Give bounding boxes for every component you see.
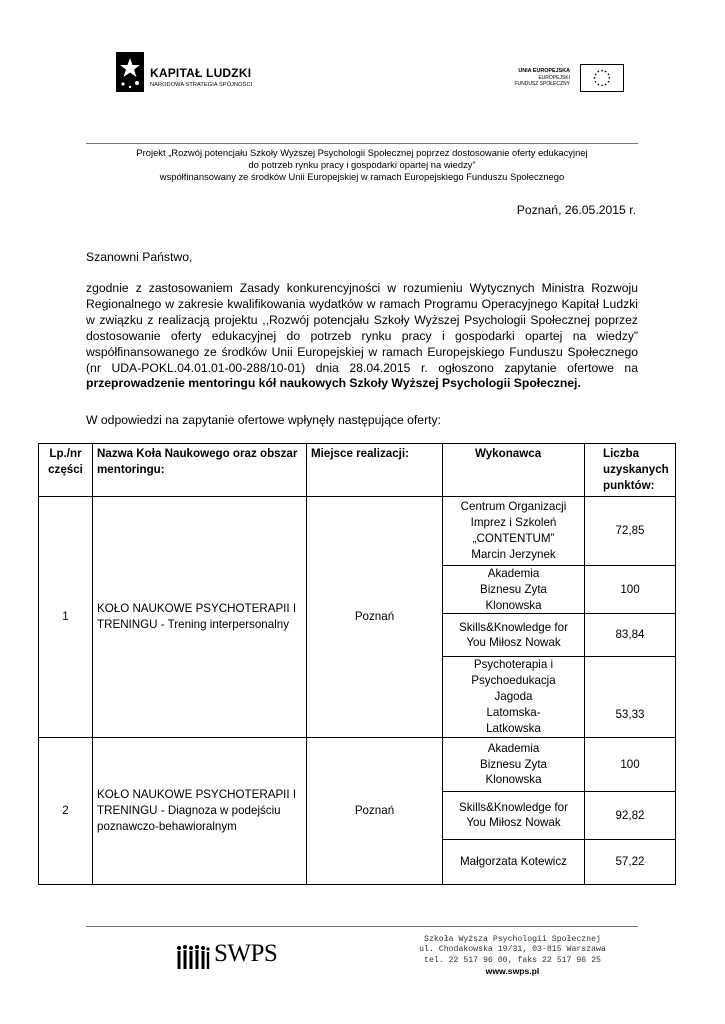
table-header-row <box>39 444 676 497</box>
group2-offer3-contractor: Małgorzata Kotewicz <box>443 839 585 884</box>
letter-body <box>86 281 638 392</box>
group1-offer4-points: 53,33 <box>585 657 676 738</box>
header-name: Nazwa Koła Naukowego oraz obszar mentoringu: <box>93 444 307 497</box>
table-row <box>39 737 676 791</box>
group2-place: Poznań <box>307 737 443 884</box>
eu-logo <box>514 64 626 94</box>
header-points: Liczba uzyskanych punktów: <box>585 444 676 497</box>
greeting: Szanowni Państwo, <box>86 250 193 264</box>
footer-addr-line-2: ul. Chodakowska 19/31, 03-815 Warszawa <box>419 945 606 955</box>
group2-offer3-points: 57,22 <box>585 839 676 884</box>
header-place: Miejsce realizacji: <box>307 444 443 497</box>
kapital-ludzki-title: KAPITAŁ LUDZKI <box>150 66 252 80</box>
group2-offer1-contractor: Akademia Biznesu Zyta Klonowska <box>443 737 585 791</box>
group1-place: Poznań <box>307 496 443 737</box>
eu-line3: FUNDUSZ SPOŁECZNY <box>514 81 570 88</box>
group2-offer2-points: 92,82 <box>585 791 676 839</box>
project-line-3: współfinansowany ze środków Unii Europejskiej w ramach Europejskiego Funduszu Społecznego <box>159 171 565 182</box>
kapital-ludzki-subtitle: NARODOWA STRATEGIA SPÓJNOŚCI <box>150 82 253 88</box>
group1-offer4-contractor: Psychoterapia i Psychoedukacja Jagoda Latomska-Latkowska <box>443 657 585 738</box>
project-line-1: Projekt „Rozwój potencjału Szkoły Wyższej Psychologii Społecznej poprzez dostosowanie oferty edukacyjnej <box>136 147 588 158</box>
header-contractor: Wykonawca <box>443 444 585 497</box>
group1-offer3-contractor: Skills&Knowledge for You Miłosz Nowak <box>443 614 585 657</box>
group1-lp: 1 <box>39 496 93 737</box>
kapital-ludzki-logo <box>116 52 276 94</box>
header-divider <box>86 143 638 144</box>
project-line-2: do potrzeb rynku pracy i gospodarki opartej na wiedzy” <box>248 159 476 170</box>
group1-name: KOŁO NAUKOWE PSYCHOTERAPII I TRENINGU - Trening interpersonalny <box>93 496 307 737</box>
group1-offer2-points: 100 <box>585 565 676 614</box>
group1-offer2-contractor: Akademia Biznesu Zyta Klonowska <box>443 565 585 614</box>
letter-date: Poznań, 26.05.2015 r. <box>516 203 636 217</box>
footer-divider <box>86 926 638 927</box>
project-info <box>86 147 638 183</box>
group1-offer1-points: 72,85 <box>585 496 676 565</box>
eu-flag-icon <box>580 64 624 92</box>
group2-name: KOŁO NAUKOWE PSYCHOTERAPII I TRENINGU - Diagnoza w podejściu poznawczo-behawioralnym <box>93 737 307 884</box>
letter-body-bold: przeprowadzenie mentoringu kół naukowych Szkoły Wyższej Psychologii Społecznej. <box>86 376 581 391</box>
group2-lp: 2 <box>39 737 93 884</box>
group1-offer3-points: 83,84 <box>585 614 676 657</box>
swps-wordmark: SWPS <box>214 940 278 967</box>
eu-line1: UNIA EUROPEJSKA <box>518 68 570 74</box>
offers-table <box>38 443 676 885</box>
footer-addr-line-1: Szkoła Wyższa Psychologii Społecznej <box>424 935 601 944</box>
footer-website-link[interactable]: www.swps.pl <box>485 966 540 977</box>
offers-intro: W odpowiedzi na zapytanie ofertowe wpłynęły następujące oferty: <box>86 413 441 427</box>
kapital-ludzki-star-icon <box>116 52 144 92</box>
group2-offer1-points: 100 <box>585 737 676 791</box>
footer-addr-line-3: tel. 22 517 96 00, faks 22 517 96 25 <box>424 955 601 965</box>
letter-body-text: zgodnie z zastosowaniem Zasady konkurencyjności w rozumieniu Wytycznych Ministra Rozwoju Regionalnego w zakresie kwalifikowania wydatków w ramach Programu Operacyjnego Kapitał Ludzki w związku z realizacją projektu ,,Rozwój potencjału Szkoły Wyższej Psychologii Społecznej poprzez dostosowanie oferty edukacyjnej do potrzeb rynku pracy i gospodarki opartej na wiedzy” współfinansowanego ze środków Unii Europejskiej w ramach Europejskiego Funduszu Społecznego (nr UDA-POKL.04.01.01-00-288/10-01) dnia 28.04.2015 r. ogłoszono zapytanie ofertowe na <box>86 281 638 375</box>
header-lp: Lp./nr części <box>39 444 93 497</box>
group2-offer2-contractor: Skills&Knowledge for You Miłosz Nowak <box>443 791 585 839</box>
eu-line2: EUROPEJSKI <box>538 74 570 81</box>
swps-figures-icon <box>176 944 210 970</box>
eu-logo-text <box>514 68 570 88</box>
swps-logo <box>176 942 286 972</box>
group1-offer1-contractor: Centrum Organizacji Imprez i Szkoleń „CONTENTUM” Marcin Jerzynek <box>443 496 585 565</box>
table-row <box>39 496 676 565</box>
footer-address <box>400 935 625 977</box>
